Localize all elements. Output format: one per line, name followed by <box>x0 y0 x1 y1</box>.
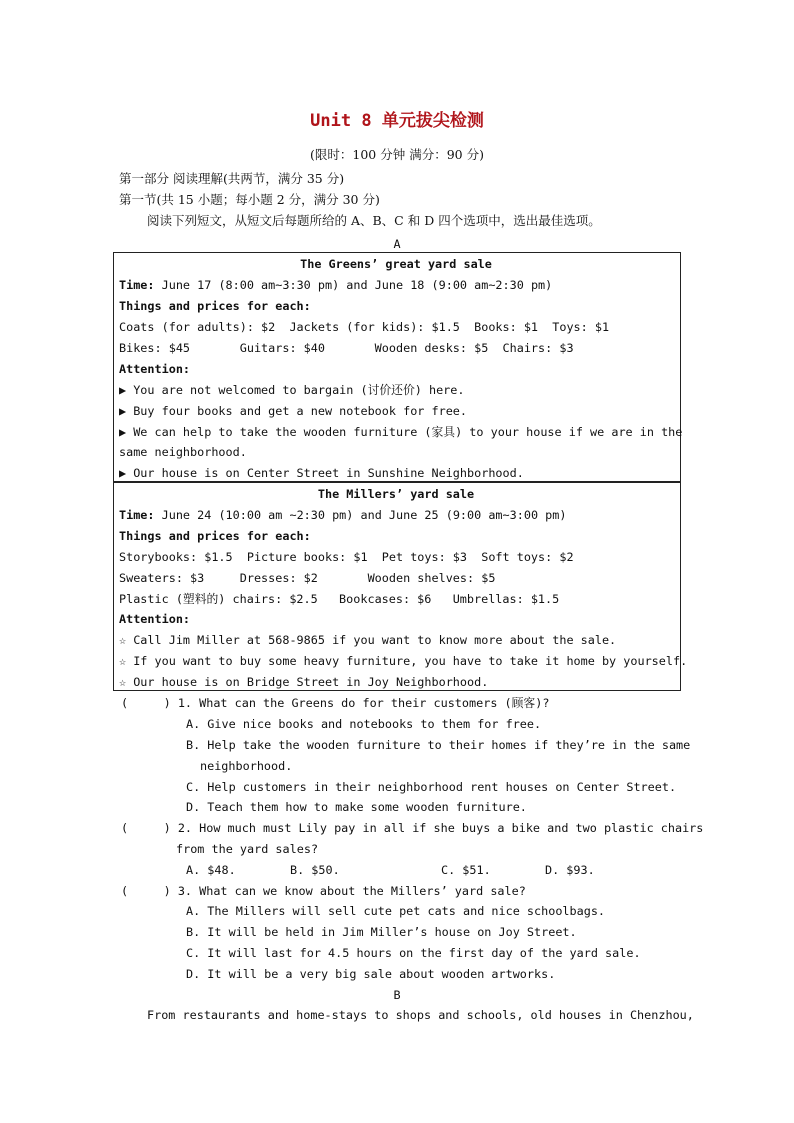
option-d: D. Teach them how to make some wooden furniture. <box>186 800 527 814</box>
instruction: 阅读下列短文，从短文后每题所给的 A、B、C 和 D 四个选项中，选出最佳选项。 <box>147 213 601 228</box>
option-b: B. It will be held in Jim Miller’s house on Joy Street. <box>186 925 577 939</box>
question-stem: ( ) 3. What can we know about the Millers’ yard sale? <box>121 884 526 898</box>
section-heading: 第一节(共 15 小题；每小题 2 分，满分 30 分) <box>119 192 380 207</box>
option-d: D. It will be a very big sale about wooden artworks. <box>186 967 556 981</box>
greens-note: ▶ Our house is on Center Street in Sunshine Neighborhood. <box>119 466 524 480</box>
millers-things-label: Things and prices for each: <box>119 529 311 543</box>
option-c: C. Help customers in their neighborhood rent houses on Center Street. <box>186 780 677 794</box>
greens-note: ▶ You are not welcomed to bargain (讨价还价) here. <box>119 383 465 397</box>
option-a: A. The Millers will sell cute pet cats and nice schoolbags. <box>186 904 606 918</box>
millers-note: ☆ Our house is on Bridge Street in Joy Neighborhood. <box>119 675 489 689</box>
millers-attention-label: Attention: <box>119 612 191 626</box>
passage-b-text: From restaurants and home-stays to shops and schools, old houses in Chenzhou, <box>147 1008 694 1022</box>
option-b: B. Help take the wooden furniture to their homes if they’re in the same <box>186 738 691 752</box>
option-d: D. $93. <box>545 863 595 877</box>
greens-note: same neighborhood. <box>119 445 247 459</box>
time-limit: (限时：100 分钟 满分：90 分) <box>310 147 484 162</box>
greens-items-row: Bikes: $45 Guitars: $40 Wooden desks: $5 Chairs: $3 <box>119 341 574 355</box>
option-b-cont: neighborhood. <box>200 759 293 773</box>
greens-time: Time: June 17 (8:00 am~3:30 pm) and June 18 (9:00 am~2:30 pm) <box>119 278 553 292</box>
millers-note: ☆ If you want to buy some heavy furniture, you have to take it home by yourself. <box>119 654 688 668</box>
greens-attention-label: Attention: <box>119 362 191 376</box>
question-stem: ( ) 2. How much must Lily pay in all if she buys a bike and two plastic chairs <box>121 821 704 835</box>
passage-b-label: B <box>393 988 401 1002</box>
millers-time: Time: June 24 (10:00 am ~2:30 pm) and June 25 (9:00 am~3:00 pm) <box>119 508 567 522</box>
greens-heading: The Greens’ great yard sale <box>300 257 492 271</box>
greens-things-label: Things and prices for each: <box>119 299 311 313</box>
page-title: Unit 8 单元拔尖检测 <box>310 111 484 131</box>
option-c: C. $51. <box>441 863 491 877</box>
option-a: A. $48. <box>186 863 236 877</box>
millers-items-row: Storybooks: $1.5 Picture books: $1 Pet toys: $3 Soft toys: $2 <box>119 550 574 564</box>
millers-heading: The Millers’ yard sale <box>317 487 475 501</box>
option-c: C. It will last for 4.5 hours on the first day of the yard sale. <box>186 946 641 960</box>
millers-items-row: Sweaters: $3 Dresses: $2 Wooden shelves: $5 <box>119 571 496 585</box>
greens-note: ▶ Buy four books and get a new notebook for free. <box>119 404 468 418</box>
option-b: B. $50. <box>290 863 340 877</box>
greens-note: ▶ We can help to take the wooden furniture (家具) to your house if we are in the <box>119 425 683 439</box>
option-a: A. Give nice books and notebooks to them for free. <box>186 717 542 731</box>
question-stem-cont: from the yard sales? <box>176 842 319 856</box>
passage-a-label: A <box>393 237 401 251</box>
question-stem: ( ) 1. What can the Greens do for their customers (顾客)? <box>121 696 550 710</box>
greens-items-row: Coats (for adults): $2 Jackets (for kids): $1.5 Books: $1 Toys: $1 <box>119 320 610 334</box>
millers-note: ☆ Call Jim Miller at 568-9865 if you want to know more about the sale. <box>119 633 617 647</box>
millers-items-row: Plastic (塑料的) chairs: $2.5 Bookcases: $6 Umbrellas: $1.5 <box>119 592 560 606</box>
part-heading: 第一部分 阅读理解(共两节，满分 35 分) <box>119 171 345 186</box>
